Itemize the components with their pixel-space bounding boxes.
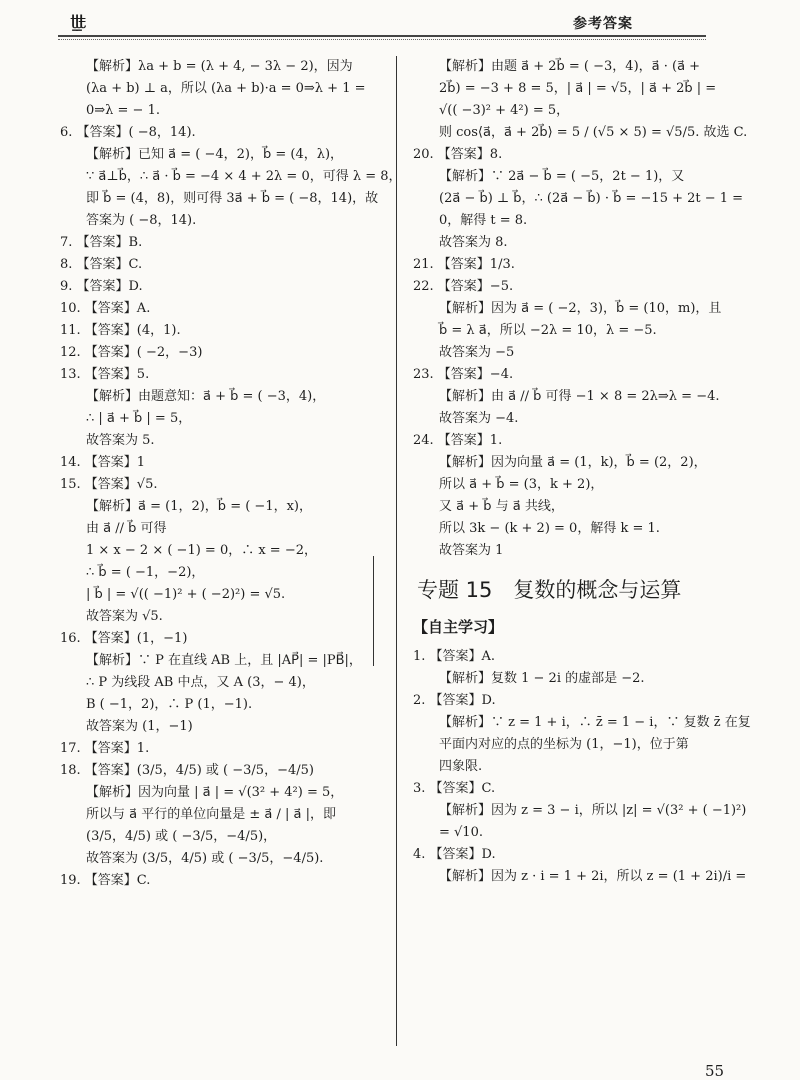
text-line: 故答案为 (1，−1): [86, 719, 193, 734]
text-line: 【解析】由 a⃗ // b⃗ 可得 −1 × 8 = 2λ⇒λ = −4.: [439, 389, 720, 404]
text-line: 【解析】∵ 2a⃗ − b⃗ = ( −5，2t − 1)，又: [439, 169, 685, 184]
text-line: 8. 【答案】C.: [60, 257, 143, 272]
text-line: 所以与 a⃗ 平行的单位向量是 ± a⃗ / | a⃗ |，即: [86, 807, 336, 822]
text-line: 故答案为 √5.: [86, 609, 163, 624]
header-title: 参考答案: [573, 16, 633, 32]
text-line: 1 × x − 2 × ( −1) = 0，∴ x = −2，: [86, 543, 317, 558]
text-line: ∴ P 为线段 AB 中点，又 A (3，− 4)，: [86, 675, 315, 690]
right-bottom-answers: [413, 646, 751, 888]
text-line: B ( −1，2)，∴ P (1，−1).: [86, 697, 253, 712]
text-line: 【解析】因为向量 a⃗ = (1，k)，b⃗ = (2，2)，: [439, 455, 707, 470]
text-line: 【解析】λa + b = (λ + 4, − 3λ − 2)，因为: [86, 59, 353, 74]
text-line: √(( −3)² + 4²) = 5，: [439, 103, 570, 118]
text-line: 四象限.: [439, 759, 483, 774]
text-line: 4. 【答案】D.: [413, 847, 496, 862]
text-line: 【解析】因为 z = 3 − i，所以 |z| = √(3² + ( −1)²): [439, 803, 747, 818]
text-line: 11. 【答案】(4，1).: [60, 323, 181, 338]
text-line: 15. 【答案】√5.: [60, 477, 158, 492]
text-line: 1. 【答案】A.: [413, 649, 496, 664]
text-line: 22. 【答案】−5.: [413, 279, 514, 294]
text-line: 2. 【答案】D.: [413, 693, 496, 708]
text-line: (λa + b) ⊥ a，所以 (λa + b)·a = 0⇒λ + 1 =: [86, 81, 366, 96]
text-line: | b⃗ | = √(( −1)² + ( −2)²) = √5.: [86, 587, 286, 602]
right-top-answers: [413, 56, 748, 562]
text-line: 故答案为 5.: [86, 433, 155, 448]
text-line: b⃗ = λ a⃗，所以 −2λ = 10，λ = −5.: [439, 323, 657, 338]
text-line: = √10.: [439, 825, 483, 840]
people-logo-icon: ṯṯŧ: [70, 9, 83, 33]
text-line: 【解析】已知 a⃗ = ( −4，2)，b⃗ = (4，λ)，: [86, 147, 344, 162]
right-column: [413, 56, 751, 888]
text-line: 3. 【答案】C.: [413, 781, 496, 796]
text-line: 12. 【答案】( −2，−3): [60, 345, 203, 360]
header-rule: [58, 35, 706, 37]
text-line: 故答案为 8.: [439, 235, 508, 250]
text-line: 18. 【答案】(3/5，4/5) 或 ( −3/5，−4/5): [60, 763, 314, 778]
text-line: 20. 【答案】8.: [413, 147, 503, 162]
page-number: 55: [705, 1062, 725, 1080]
text-line: 平面内对应的点的坐标为 (1，−1)，位于第: [439, 737, 689, 752]
text-line: 14. 【答案】1: [60, 455, 146, 470]
text-line: 2b⃗) = −3 + 8 = 5，| a⃗ | = √5，| a⃗ + 2b⃗ | =: [439, 81, 717, 96]
section-title: 专题 15 复数的概念与运算: [417, 578, 682, 602]
text-line: ∴ | a⃗ + b⃗ | = 5，: [86, 411, 192, 426]
text-line: 17. 【答案】1.: [60, 741, 150, 756]
text-line: 24. 【答案】1.: [413, 433, 503, 448]
text-line: 【解析】由题意知：a⃗ + b⃗ = ( −3，4)，: [86, 389, 326, 404]
margin-mark: [373, 556, 374, 666]
text-line: 0⇒λ = − 1.: [86, 103, 160, 118]
text-line: 7. 【答案】B.: [60, 235, 143, 250]
text-line: 所以 3k − (k + 2) = 0，解得 k = 1.: [439, 521, 660, 536]
text-line: 【解析】由题 a⃗ + 2b⃗ = ( −3，4)，a⃗ · (a⃗ +: [439, 59, 701, 74]
text-line: 9. 【答案】D.: [60, 279, 143, 294]
text-line: ∴ b⃗ = ( −1，−2)，: [86, 565, 205, 580]
text-line: (3/5，4/5) 或 ( −3/5，−4/5)，: [86, 829, 277, 844]
text-line: 故答案为 −4.: [439, 411, 519, 426]
text-line: 答案为 ( −8，14).: [86, 213, 197, 228]
header-dotted-rule: [58, 39, 706, 40]
text-line: 10. 【答案】A.: [60, 301, 151, 316]
column-divider: [396, 56, 397, 1046]
subsection-title: 【自主学习】: [413, 618, 504, 636]
text-line: 【解析】因为 a⃗ = ( −2，3)，b⃗ = (10，m)，且: [439, 301, 722, 316]
page-header: [0, 0, 800, 40]
text-line: 故答案为 −5: [439, 345, 515, 360]
text-line: 19. 【答案】C.: [60, 873, 151, 888]
text-line: 则 cos⟨a⃗，a⃗ + 2b⃗⟩ = 5 / (√5 × 5) = √5/5. 故选 C.: [439, 125, 748, 140]
text-line: 【解析】复数 1 − 2i 的虚部是 −2.: [439, 671, 645, 686]
text-line: 【解析】因为向量 | a⃗ | = √(3² + 4²) = 5，: [86, 785, 344, 800]
text-line: 即 b⃗ = (4，8)，则可得 3a⃗ + b⃗ = ( −8，14)，故: [86, 191, 379, 206]
left-column: [60, 56, 402, 892]
text-line: 16. 【答案】(1，−1): [60, 631, 188, 646]
text-line: 【解析】∵ z = 1 + i，∴ z̄ = 1 − i，∵ 复数 z̄ 在复: [439, 715, 751, 730]
text-line: 23. 【答案】−4.: [413, 367, 514, 382]
text-line: 【解析】a⃗ = (1，2)，b⃗ = ( −1，x)，: [86, 499, 312, 514]
text-line: 【解析】∵ P 在直线 AB 上，且 |AP⃗| = |PB⃗|，: [86, 653, 362, 668]
text-line: 又 a⃗ + b⃗ 与 a⃗ 共线，: [439, 499, 564, 514]
text-line: 由 a⃗ // b⃗ 可得: [86, 521, 167, 536]
text-line: 6. 【答案】( −8，14).: [60, 125, 196, 140]
text-line: 0，解得 t = 8.: [439, 213, 528, 228]
text-line: 13. 【答案】5.: [60, 367, 150, 382]
text-line: 故答案为 1: [439, 543, 504, 558]
text-line: ∵ a⃗⊥b⃗，∴ a⃗ · b⃗ = −4 × 4 + 2λ = 0，可得 λ = 8，: [86, 169, 402, 184]
text-line: (2a⃗ − b⃗) ⊥ b⃗，∴ (2a⃗ − b⃗) · b⃗ = −15 + 2t − 1 =: [439, 191, 744, 206]
text-line: 故答案为 (3/5，4/5) 或 ( −3/5，−4/5).: [86, 851, 324, 866]
text-line: 【解析】因为 z · i = 1 + 2i，所以 z = (1 + 2i)/i =: [439, 869, 747, 884]
text-line: 21. 【答案】1/3.: [413, 257, 515, 272]
text-line: 所以 a⃗ + b⃗ = (3，k + 2)，: [439, 477, 604, 492]
